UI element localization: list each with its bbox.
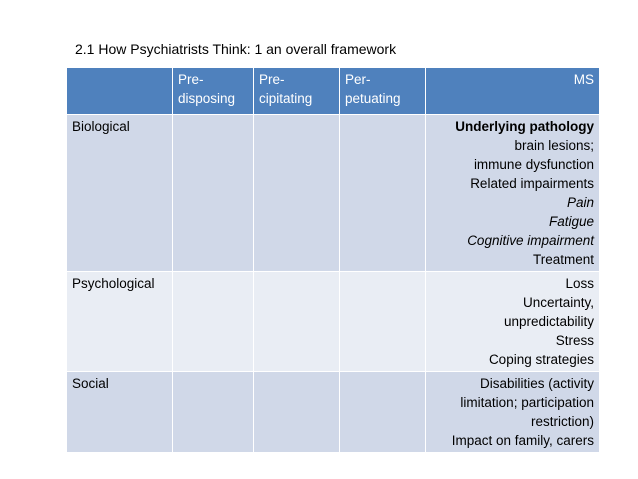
- ms-cell-biological: [426, 115, 600, 272]
- header-precipitating-line: cipitating: [259, 91, 313, 106]
- row-label-psychological: Psychological: [67, 272, 173, 372]
- ms-item: Uncertainty,: [522, 295, 594, 310]
- header-precipitating-line: Pre-: [259, 72, 285, 87]
- ms-item: Underlying pathology: [455, 119, 594, 134]
- cell-empty: [340, 115, 426, 272]
- row-label-social: Social: [67, 372, 173, 453]
- cell-empty: [254, 372, 340, 453]
- ms-item: Disabilities (activity: [479, 376, 594, 391]
- cell-empty: [340, 372, 426, 453]
- header-predisposing-line: disposing: [178, 91, 236, 106]
- cell-empty: [254, 272, 340, 372]
- ms-item: limitation; participation: [460, 395, 594, 410]
- ms-item: Fatigue: [548, 214, 594, 229]
- header-ms: MS: [426, 68, 600, 115]
- header-precipitating: [254, 68, 340, 115]
- ms-item: Coping strategies: [488, 352, 594, 367]
- ms-cell-social: [426, 372, 600, 453]
- ms-item: Cognitive impairment: [467, 233, 594, 248]
- ms-item: Loss: [565, 276, 594, 291]
- cell-empty: [173, 272, 254, 372]
- ms-item: brain lesions;: [514, 138, 594, 153]
- table-row-biological: [67, 115, 600, 272]
- ms-item: Treatment: [532, 252, 594, 267]
- ms-item: Related impairments: [470, 176, 594, 191]
- ms-item: immune dysfunction: [473, 157, 594, 172]
- header-perpetuating-line: Per-: [345, 72, 371, 87]
- cell-empty: [173, 372, 254, 453]
- ms-item: restriction): [530, 414, 594, 429]
- ms-item: Impact on family, carers: [451, 433, 594, 448]
- ms-cell-psychological: [426, 272, 600, 372]
- header-perpetuating: [340, 68, 426, 115]
- slide-title: 2.1 How Psychiatrists Think: 1 an overall framework: [75, 41, 397, 57]
- header-empty-cell: [67, 68, 173, 115]
- ms-item: Stress: [555, 333, 594, 348]
- header-predisposing: [173, 68, 254, 115]
- header-perpetuating-line: petuating: [345, 91, 401, 106]
- ms-item: Pain: [566, 195, 594, 210]
- header-predisposing-line: Pre-: [178, 72, 204, 87]
- table-row-psychological: [67, 272, 600, 372]
- ms-item: unpredictability: [503, 314, 594, 329]
- table-header-row: [67, 68, 600, 115]
- framework-table: [66, 67, 600, 453]
- cell-empty: [340, 272, 426, 372]
- cell-empty: [254, 115, 340, 272]
- table-row-social: [67, 372, 600, 453]
- cell-empty: [173, 115, 254, 272]
- row-label-biological: Biological: [67, 115, 173, 272]
